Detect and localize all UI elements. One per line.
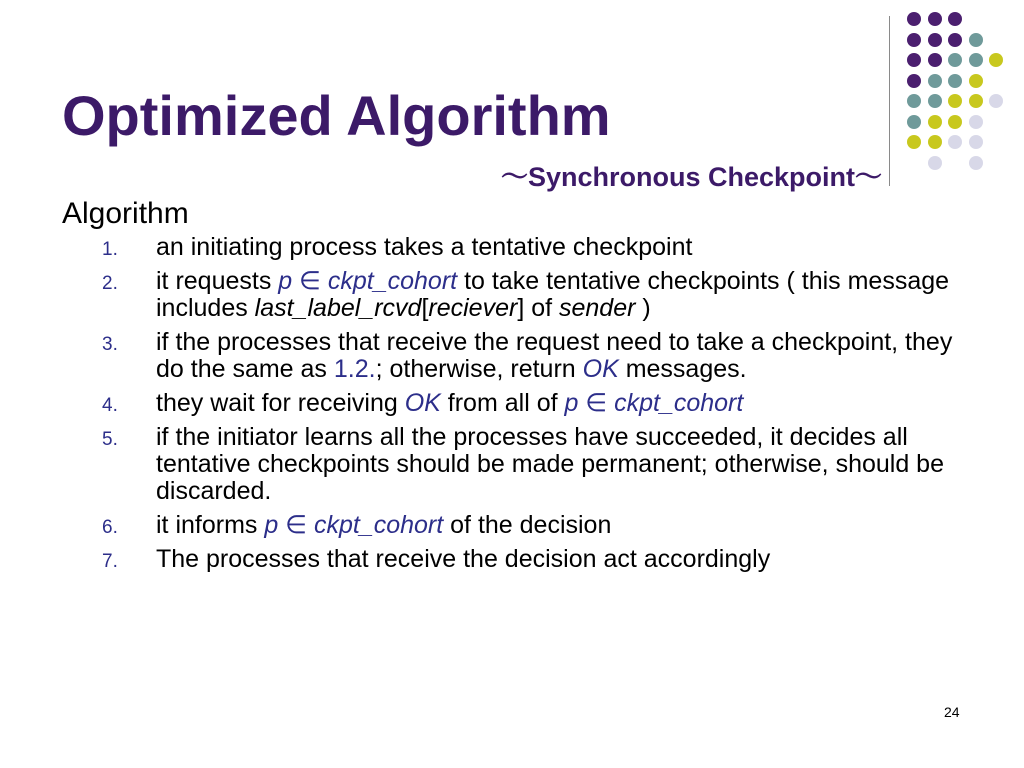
decorative-dot — [969, 135, 983, 149]
algorithm-steps — [62, 234, 962, 573]
step-text: they wait for receiving — [156, 389, 405, 417]
ok-message: OK — [404, 389, 441, 417]
receiver-variable: reciever — [428, 294, 518, 322]
decorative-dot — [969, 156, 983, 170]
step-text: to take tentative checkpoints ( this message includes — [156, 267, 950, 322]
cohort-variable: ckpt_cohort — [327, 267, 458, 295]
slide-title: Optimized Algorithm — [62, 84, 611, 147]
decorative-dot — [907, 74, 921, 88]
decorative-dot — [907, 135, 921, 149]
cohort-variable: ckpt_cohort — [614, 389, 744, 417]
decorative-dot — [969, 94, 983, 108]
decorative-dot — [907, 115, 921, 129]
step-number: 2. — [102, 273, 118, 294]
step-text: an initiating process takes a tentative checkpoint — [156, 233, 693, 261]
process-variable: p — [278, 267, 293, 295]
decorative-dot — [948, 94, 962, 108]
decorative-dot — [948, 115, 962, 129]
step-text: from all of — [440, 389, 565, 417]
step-text: of the decision — [443, 511, 612, 539]
decorative-dot — [907, 12, 921, 26]
cohort-variable: ckpt_cohort — [313, 511, 444, 539]
bracket-open: [ — [421, 294, 429, 322]
step-5 — [62, 424, 962, 505]
decorative-dot — [928, 74, 942, 88]
decorative-dot — [907, 53, 921, 67]
step-text: if the initiator learns all the processes have succeeded, it decides all tentative checkpoints should be made permanent; otherwise, should be discarded. — [156, 423, 944, 505]
header-divider — [889, 16, 890, 186]
decorative-dot — [928, 33, 942, 47]
decorative-dot — [928, 12, 942, 26]
step-7 — [62, 546, 962, 573]
step-1 — [62, 234, 962, 261]
decorative-dot — [969, 53, 983, 67]
process-variable: p — [564, 389, 579, 417]
step-reference: 1.2. — [333, 355, 376, 383]
decorative-dot — [907, 33, 921, 47]
slide-body — [62, 196, 962, 580]
step-4 — [62, 390, 962, 417]
decorative-dot — [948, 135, 962, 149]
element-of-symbol: ∈ — [299, 267, 321, 295]
step-number: 1. — [102, 239, 118, 260]
decorative-dot — [948, 74, 962, 88]
step-text: ) — [635, 294, 651, 322]
step-2 — [62, 268, 962, 322]
decorative-dot — [907, 94, 921, 108]
element-of-symbol: ∈ — [585, 389, 608, 417]
decorative-dot — [969, 115, 983, 129]
section-heading: Algorithm — [62, 197, 189, 230]
step-number: 4. — [102, 395, 118, 416]
decorative-dot — [969, 74, 983, 88]
step-number: 7. — [102, 551, 118, 572]
step-number: 5. — [102, 429, 118, 450]
step-3 — [62, 329, 962, 383]
decorative-dot — [928, 94, 942, 108]
decorative-dot — [989, 53, 1003, 67]
process-variable: p — [264, 511, 279, 539]
step-number: 6. — [102, 517, 118, 538]
decorative-dot — [928, 135, 942, 149]
step-number: 3. — [102, 334, 118, 355]
bracket-close: ] of — [517, 294, 559, 322]
step-text: The processes that receive the decision act accordingly — [156, 545, 771, 573]
ok-message: OK — [582, 355, 619, 383]
decorative-dot — [948, 12, 962, 26]
decorative-dot — [989, 94, 1003, 108]
decorative-dot — [928, 115, 942, 129]
decorative-dot — [948, 53, 962, 67]
decorative-dot — [928, 156, 942, 170]
step-text: ; otherwise, return — [375, 355, 583, 383]
element-of-symbol: ∈ — [285, 511, 307, 539]
decorative-dot — [928, 53, 942, 67]
step-text: it requests — [156, 267, 279, 295]
decorative-dot — [969, 33, 983, 47]
page-number: 24 — [944, 704, 960, 720]
slide-subtitle: ～Synchronous Checkpoint～ — [500, 162, 882, 192]
step-text: it informs — [156, 511, 265, 539]
sender-variable: sender — [559, 294, 636, 322]
step-text: messages. — [618, 355, 747, 383]
decorative-dot — [948, 33, 962, 47]
step-6 — [62, 512, 962, 539]
label-variable: last_label_rcvd — [254, 294, 422, 322]
step-text: if the processes that receive the request need to take a checkpoint, they do the same as — [156, 328, 953, 383]
decorative-dot-grid — [907, 12, 1017, 172]
